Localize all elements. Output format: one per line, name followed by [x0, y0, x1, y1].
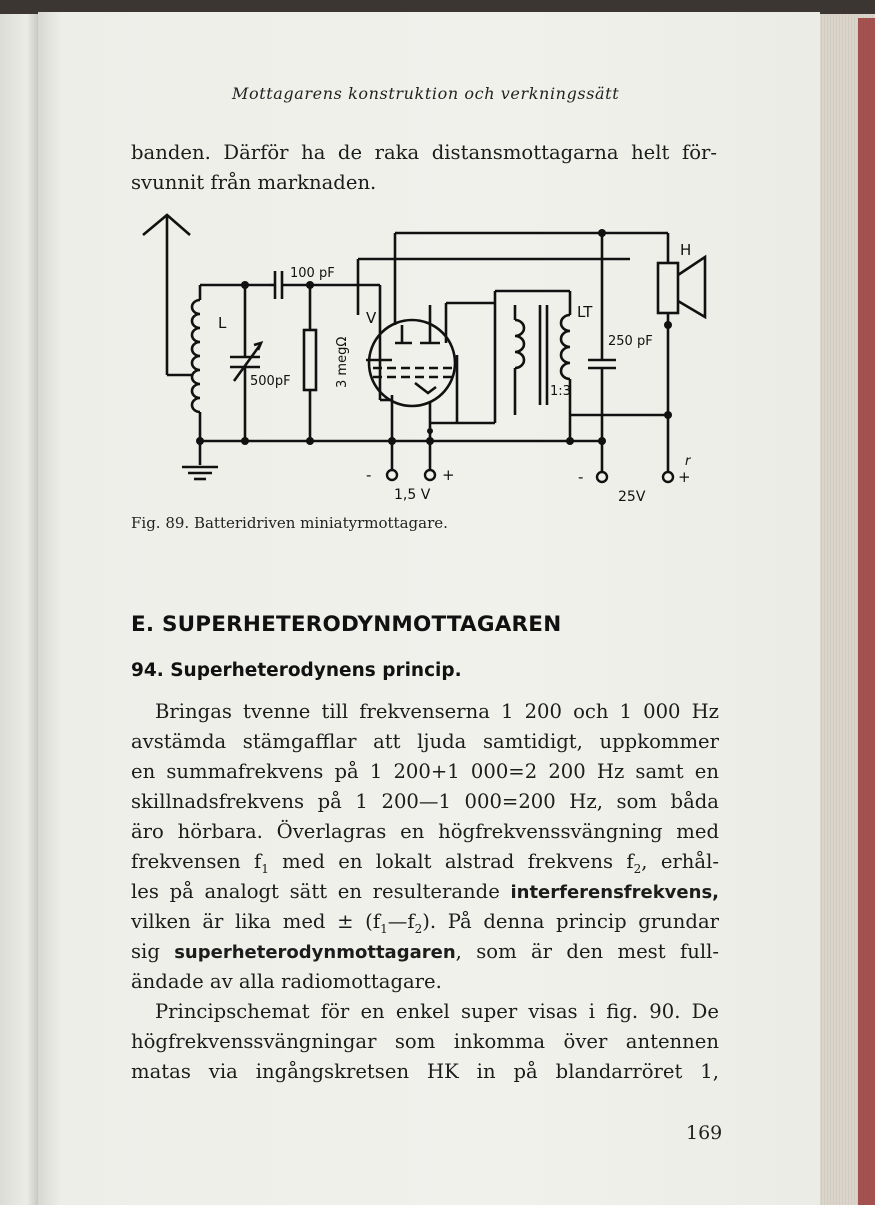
label-minus-2: - — [578, 468, 584, 486]
intro-line-1: banden. Därför ha de raka distansmottagarna helt för- — [131, 141, 717, 164]
term-superheterodynmottagaren: superheterodynmottagaren — [174, 942, 456, 963]
page-number: 169 — [686, 1122, 723, 1144]
body2-line-3: matas via ingångskretsen HK in på blandarröret 1, — [131, 1060, 719, 1083]
facing-page-edge — [0, 14, 38, 1205]
label-100pf: 100 pF — [290, 266, 335, 281]
label-headphone: H — [680, 241, 692, 259]
body2-line-2: högfrekvenssvängningar som inkomma över antennen — [131, 1030, 719, 1053]
label-250pf: 250 pF — [608, 334, 653, 349]
circuit-diagram — [130, 205, 730, 510]
label-tube: V — [366, 309, 377, 327]
intro-line-2: svunnit från marknaden. — [131, 171, 377, 194]
label-minus-1: - — [366, 466, 372, 484]
body1-line-2: avstämda stämgafflar att ljuda samtidigt, uppkommer — [131, 730, 719, 753]
body1-line-9: sig superheterodynmottagaren, som är den mest full- — [131, 940, 719, 963]
label-transformer: LT — [577, 303, 593, 321]
label-ratio: 1:3 — [550, 384, 571, 399]
label-coil: L — [218, 314, 227, 332]
body1-line-3: en summafrekvens på 1 200+1 000=2 200 Hz samt en — [131, 760, 719, 783]
label-resistor: 3 megΩ — [335, 336, 350, 388]
label-plus-1: + — [442, 466, 455, 484]
section-heading: E. SUPERHETERODYNMOTTAGAREN — [131, 612, 562, 637]
body1-line-1: Bringas tvenne till frekvenserna 1 200 och 1 000 Hz — [155, 700, 719, 723]
label-500pf: 500pF — [250, 374, 291, 389]
body1-line-8: vilken är lika med ± $(f_1—f_2)$. På denna princip grundar — [131, 910, 720, 936]
label-plus-2: + — [678, 468, 691, 486]
coil-L — [192, 300, 200, 412]
label-r: r — [685, 454, 691, 469]
book-cover-edge — [858, 18, 875, 1205]
body1-line-4: skillnadsfrekvens på 1 200—1 000=200 Hz, som båda — [131, 790, 719, 813]
body1-line-5: äro hörbara. Överlagras en högfrekvenssvängning med — [131, 820, 719, 843]
body2-line-1: Principschemat för en enkel super visas i fig. 90. De — [155, 1000, 719, 1023]
label-battery-1: 1,5 V — [394, 487, 431, 503]
body1-line-6: frekvensen $f_1$ med en lokalt alstrad frekvens $f_2$, erhål- — [131, 850, 719, 876]
headphone-H — [658, 263, 678, 313]
figure-caption: Fig. 89. Batteridriven miniatyrmottagare. — [131, 514, 448, 532]
body1-line-7: les på analogt sätt en resulterande interferensfrekvens, — [131, 880, 719, 903]
body1-line-10: ändade av alla radiomottagare. — [131, 970, 442, 993]
tube-V — [369, 320, 455, 406]
running-head: Mottagarens konstruktion och verkningssätt — [232, 84, 620, 103]
label-battery-2: 25V — [618, 489, 646, 505]
subsection-heading: 94. Superheterodynens princip. — [131, 660, 462, 681]
term-interferensfrekvens: interferensfrekvens, — [510, 882, 719, 903]
